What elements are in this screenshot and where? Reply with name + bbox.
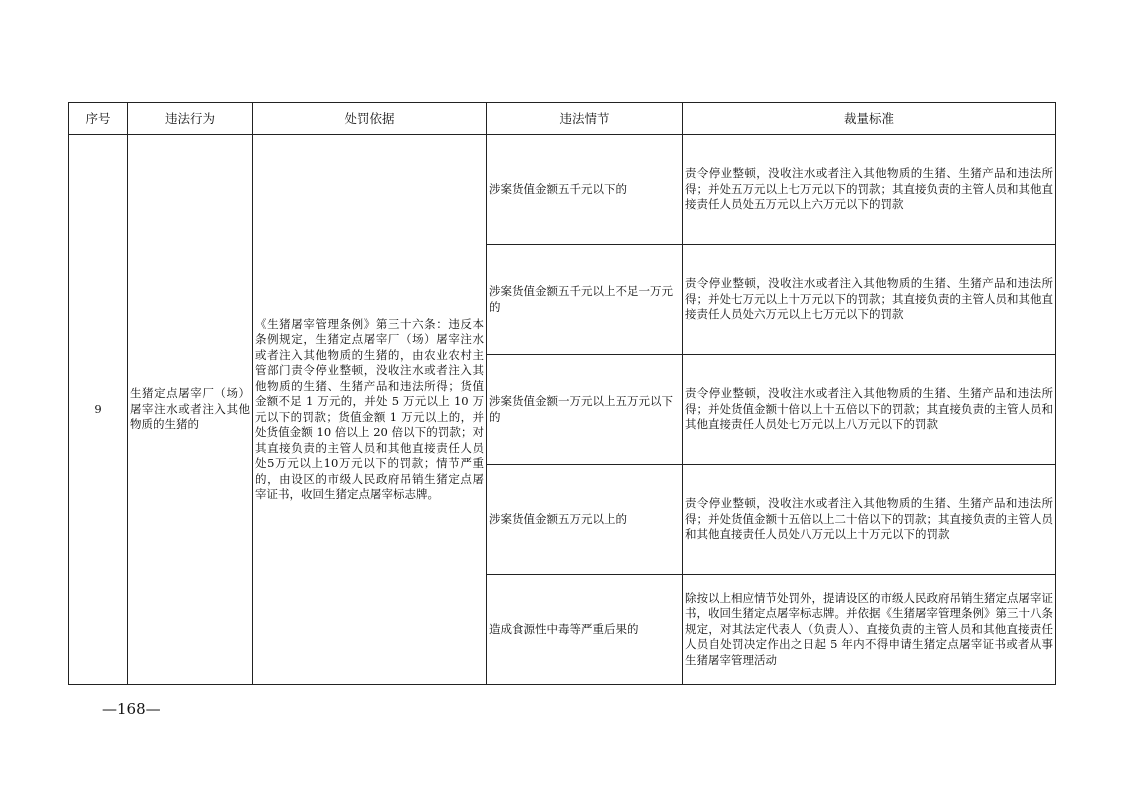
header-number: 序号: [69, 103, 128, 135]
page-number: —168—: [102, 700, 161, 718]
header-situation: 违法情节: [487, 103, 683, 135]
violation-behavior: 生猪定点屠宰厂（场）屠宰注水或者注入其他物质的生猪的: [128, 135, 253, 685]
header-behavior: 违法行为: [128, 103, 253, 135]
discretion-standard: 除按以上相应情节处罚外，提请设区的市级人民政府吊销生猪定点屠宰证书，收回生猪定点屠宰标志牌。并依据《生猪屠宰管理条例》第三十八条规定，对其法定代表人（负责人）、直接负责的主管人员和其他直接责任人员自处罚决定作出之日起 5 年内不得申请生猪定点屠宰证书或者从事生猪屠宰管理活动: [683, 575, 1056, 685]
violation-situation: 涉案货值金额一万元以上五万元以下的: [487, 355, 683, 465]
discretion-standard: 责令停业整顿，没收注水或者注入其他物质的生猪、生猪产品和违法所得；并处七万元以上十万元以下的罚款；其直接负责的主管人员和其他直接责任人员处六万元以上七万元以下的罚款: [683, 245, 1056, 355]
violation-situation: 造成食源性中毒等严重后果的: [487, 575, 683, 685]
penalty-discretion-table: [68, 102, 1056, 685]
violation-situation: 涉案货值金额五千元以上不足一万元的: [487, 245, 683, 355]
violation-situation: 涉案货值金额五千元以下的: [487, 135, 683, 245]
table-header-row: [69, 103, 1056, 135]
penalty-basis: 《生猪屠宰管理条例》第三十六条：违反本条例规定，生猪定点屠宰厂（场）屠宰注水或者注入其他物质的生猪的，由农业农村主管部门责令停业整顿，没收注水或者注入其他物质的生猪、生猪产品和违法所得；货值金额不足 1 万元的，并处 5 万元以上 10 万元以下的罚款；货值金额 1 万元以上的，并处货值金额 10 倍以上 20 倍以下的罚款；对其直接负责的主管人员和其他直接责任人员处5万元以上10万元以下的罚款；情节严重的，由设区的市级人民政府吊销生猪定点屠宰证书，收回生猪定点屠宰标志牌。: [253, 135, 487, 685]
entry-number: 9: [69, 135, 128, 685]
header-basis: 处罚依据: [253, 103, 487, 135]
discretion-standard: 责令停业整顿，没收注水或者注入其他物质的生猪、生猪产品和违法所得；并处货值金额十倍以上十五倍以下的罚款；其直接负责的主管人员和其他直接责任人员处七万元以上八万元以下的罚款: [683, 355, 1056, 465]
discretion-standard: 责令停业整顿，没收注水或者注入其他物质的生猪、生猪产品和违法所得；并处货值金额十五倍以上二十倍以下的罚款；其直接负责的主管人员和其他直接责任人员处八万元以上十万元以下的罚款: [683, 465, 1056, 575]
discretion-standard: 责令停业整顿，没收注水或者注入其他物质的生猪、生猪产品和违法所得；并处五万元以上七万元以下的罚款；其直接负责的主管人员和其他直接责任人员处五万元以上六万元以下的罚款: [683, 135, 1056, 245]
violation-situation: 涉案货值金额五万元以上的: [487, 465, 683, 575]
table-row: [69, 135, 1056, 245]
header-standard: 裁量标准: [683, 103, 1056, 135]
